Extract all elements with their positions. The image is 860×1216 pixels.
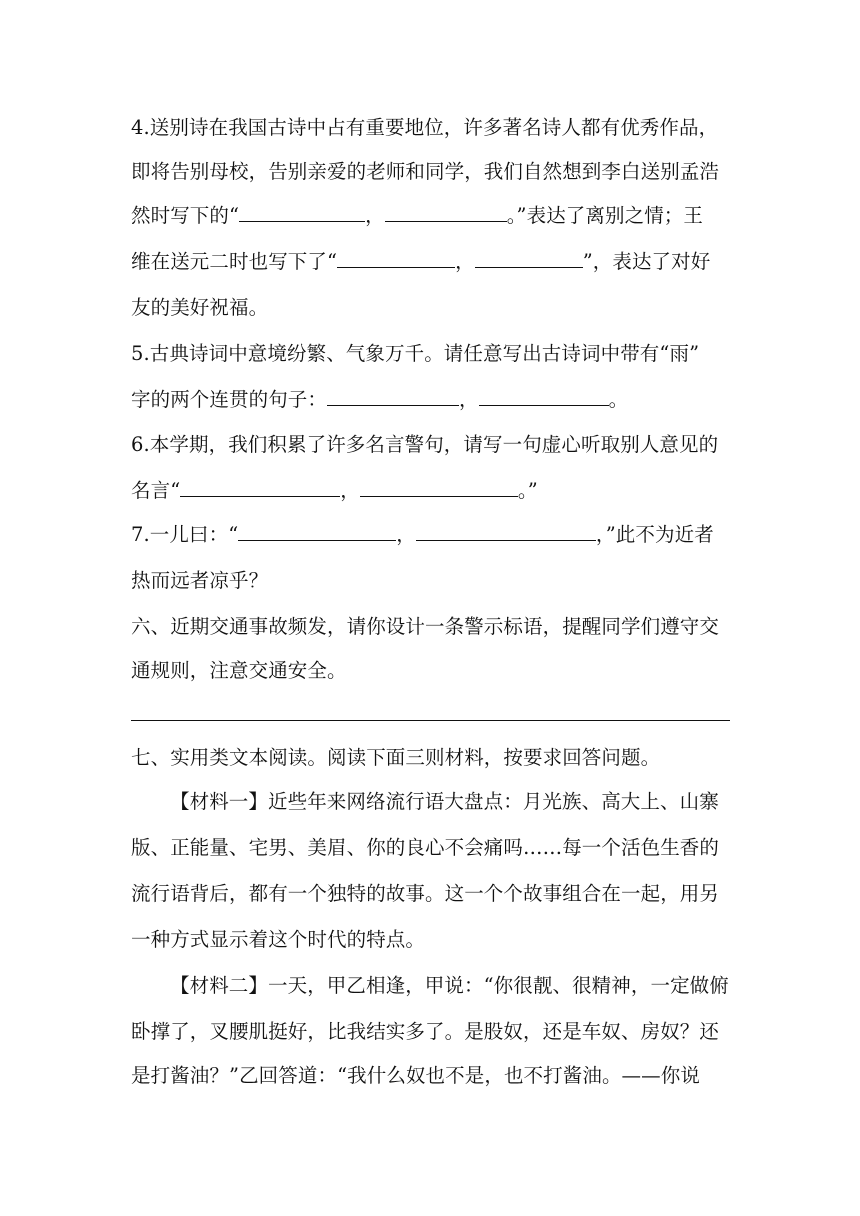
q7-line-1	[131, 523, 731, 547]
q7-line-1-comma: ，	[396, 523, 416, 546]
q4-blank-2[interactable]	[385, 205, 507, 222]
q6-line-1: 6.本学期，我们积累了许多名言警句，请写一句虚心听取别人意见的	[131, 433, 719, 456]
material1-line-2: 版、正能量、宅男、美眉、你的良心不会痛吗……每一个活色生香的	[131, 836, 720, 859]
q4-line-5: 友的美好祝福。	[131, 296, 269, 319]
q4-blank-1[interactable]	[239, 205, 365, 222]
q4-line-1: 4.送别诗在我国古诗中占有重要地位，许多著名诗人都有优秀作品，	[131, 116, 719, 139]
q4-blank-3[interactable]	[337, 251, 455, 268]
q7-blank-2[interactable]	[416, 524, 596, 541]
section6-line-1: 六、近期交通事故频发，请你设计一条警示标语，提醒同学们遵守交	[131, 615, 720, 638]
answer-line[interactable]	[131, 720, 730, 721]
q4-line-3	[131, 204, 731, 228]
q6-line-2-start: 名言“	[131, 479, 181, 502]
q4-line-3-end: 。”表达了离别之情；王	[506, 204, 704, 227]
q6-blank-1[interactable]	[180, 480, 340, 497]
q5-blank-1[interactable]	[327, 389, 459, 406]
q6-line-2-end: 。”	[517, 479, 538, 502]
q6-blank-2[interactable]	[360, 480, 518, 497]
q6-line-2	[131, 479, 731, 503]
q7-line-1-start: 7.一儿曰：“	[131, 523, 239, 546]
section6-line-2: 通规则，注意交通安全。	[131, 659, 347, 682]
q4-line-3-comma: ，	[365, 204, 385, 227]
q4-line-2: 即将告别母校，告别亲爱的老师和同学，我们自然想到李白送别孟浩	[131, 160, 720, 183]
material1-line-3: 流行语背后，都有一个独特的故事。这一个个故事组合在一起，用另	[131, 882, 720, 905]
q4-line-4-comma: ，	[455, 250, 475, 273]
q5-line-2	[131, 388, 731, 412]
q5-line-2-start: 字的两个连贯的句子：	[131, 388, 328, 411]
q6-line-2-comma: ，	[340, 479, 360, 502]
q5-line-2-comma: ，	[459, 388, 479, 411]
q7-line-2: 热而远者凉乎？	[131, 569, 269, 592]
q7-line-1-end: ，”此不为近者	[595, 523, 714, 546]
material2-line-1: 【材料二】一天，甲乙相逢，甲说：“你很靓、很精神，一定做俯	[170, 974, 729, 997]
q5-blank-2[interactable]	[479, 389, 609, 406]
q4-line-4	[131, 250, 731, 274]
material2-line-3: 是打酱油？”乙回答道：“我什么奴也不是，也不打酱油。——你说	[131, 1064, 700, 1087]
q4-line-4-start: 维在送元二时也写下了“	[131, 250, 338, 273]
material1-line-1: 【材料一】近些年来网络流行语大盘点：月光族、高大上、山寨	[170, 790, 719, 813]
q7-blank-1[interactable]	[238, 524, 396, 541]
material2-line-2: 卧撑了，叉腰肌挺好，比我结实多了。是股奴，还是车奴、房奴？还	[131, 1020, 720, 1043]
q5-line-2-end: 。	[608, 388, 629, 411]
material1-line-4: 一种方式显示着这个时代的特点。	[131, 928, 426, 951]
q4-line-4-end: ”，表达了对好	[582, 250, 711, 273]
q4-line-3-start: 然时写下的“	[131, 204, 240, 227]
section7-heading: 七、实用类文本阅读。阅读下面三则材料，按要求回答问题。	[131, 746, 661, 769]
q4-blank-4[interactable]	[475, 251, 583, 268]
q5-line-1: 5.古典诗词中意境纷繁、气象万千。请任意写出古诗词中带有“雨”	[131, 342, 700, 365]
